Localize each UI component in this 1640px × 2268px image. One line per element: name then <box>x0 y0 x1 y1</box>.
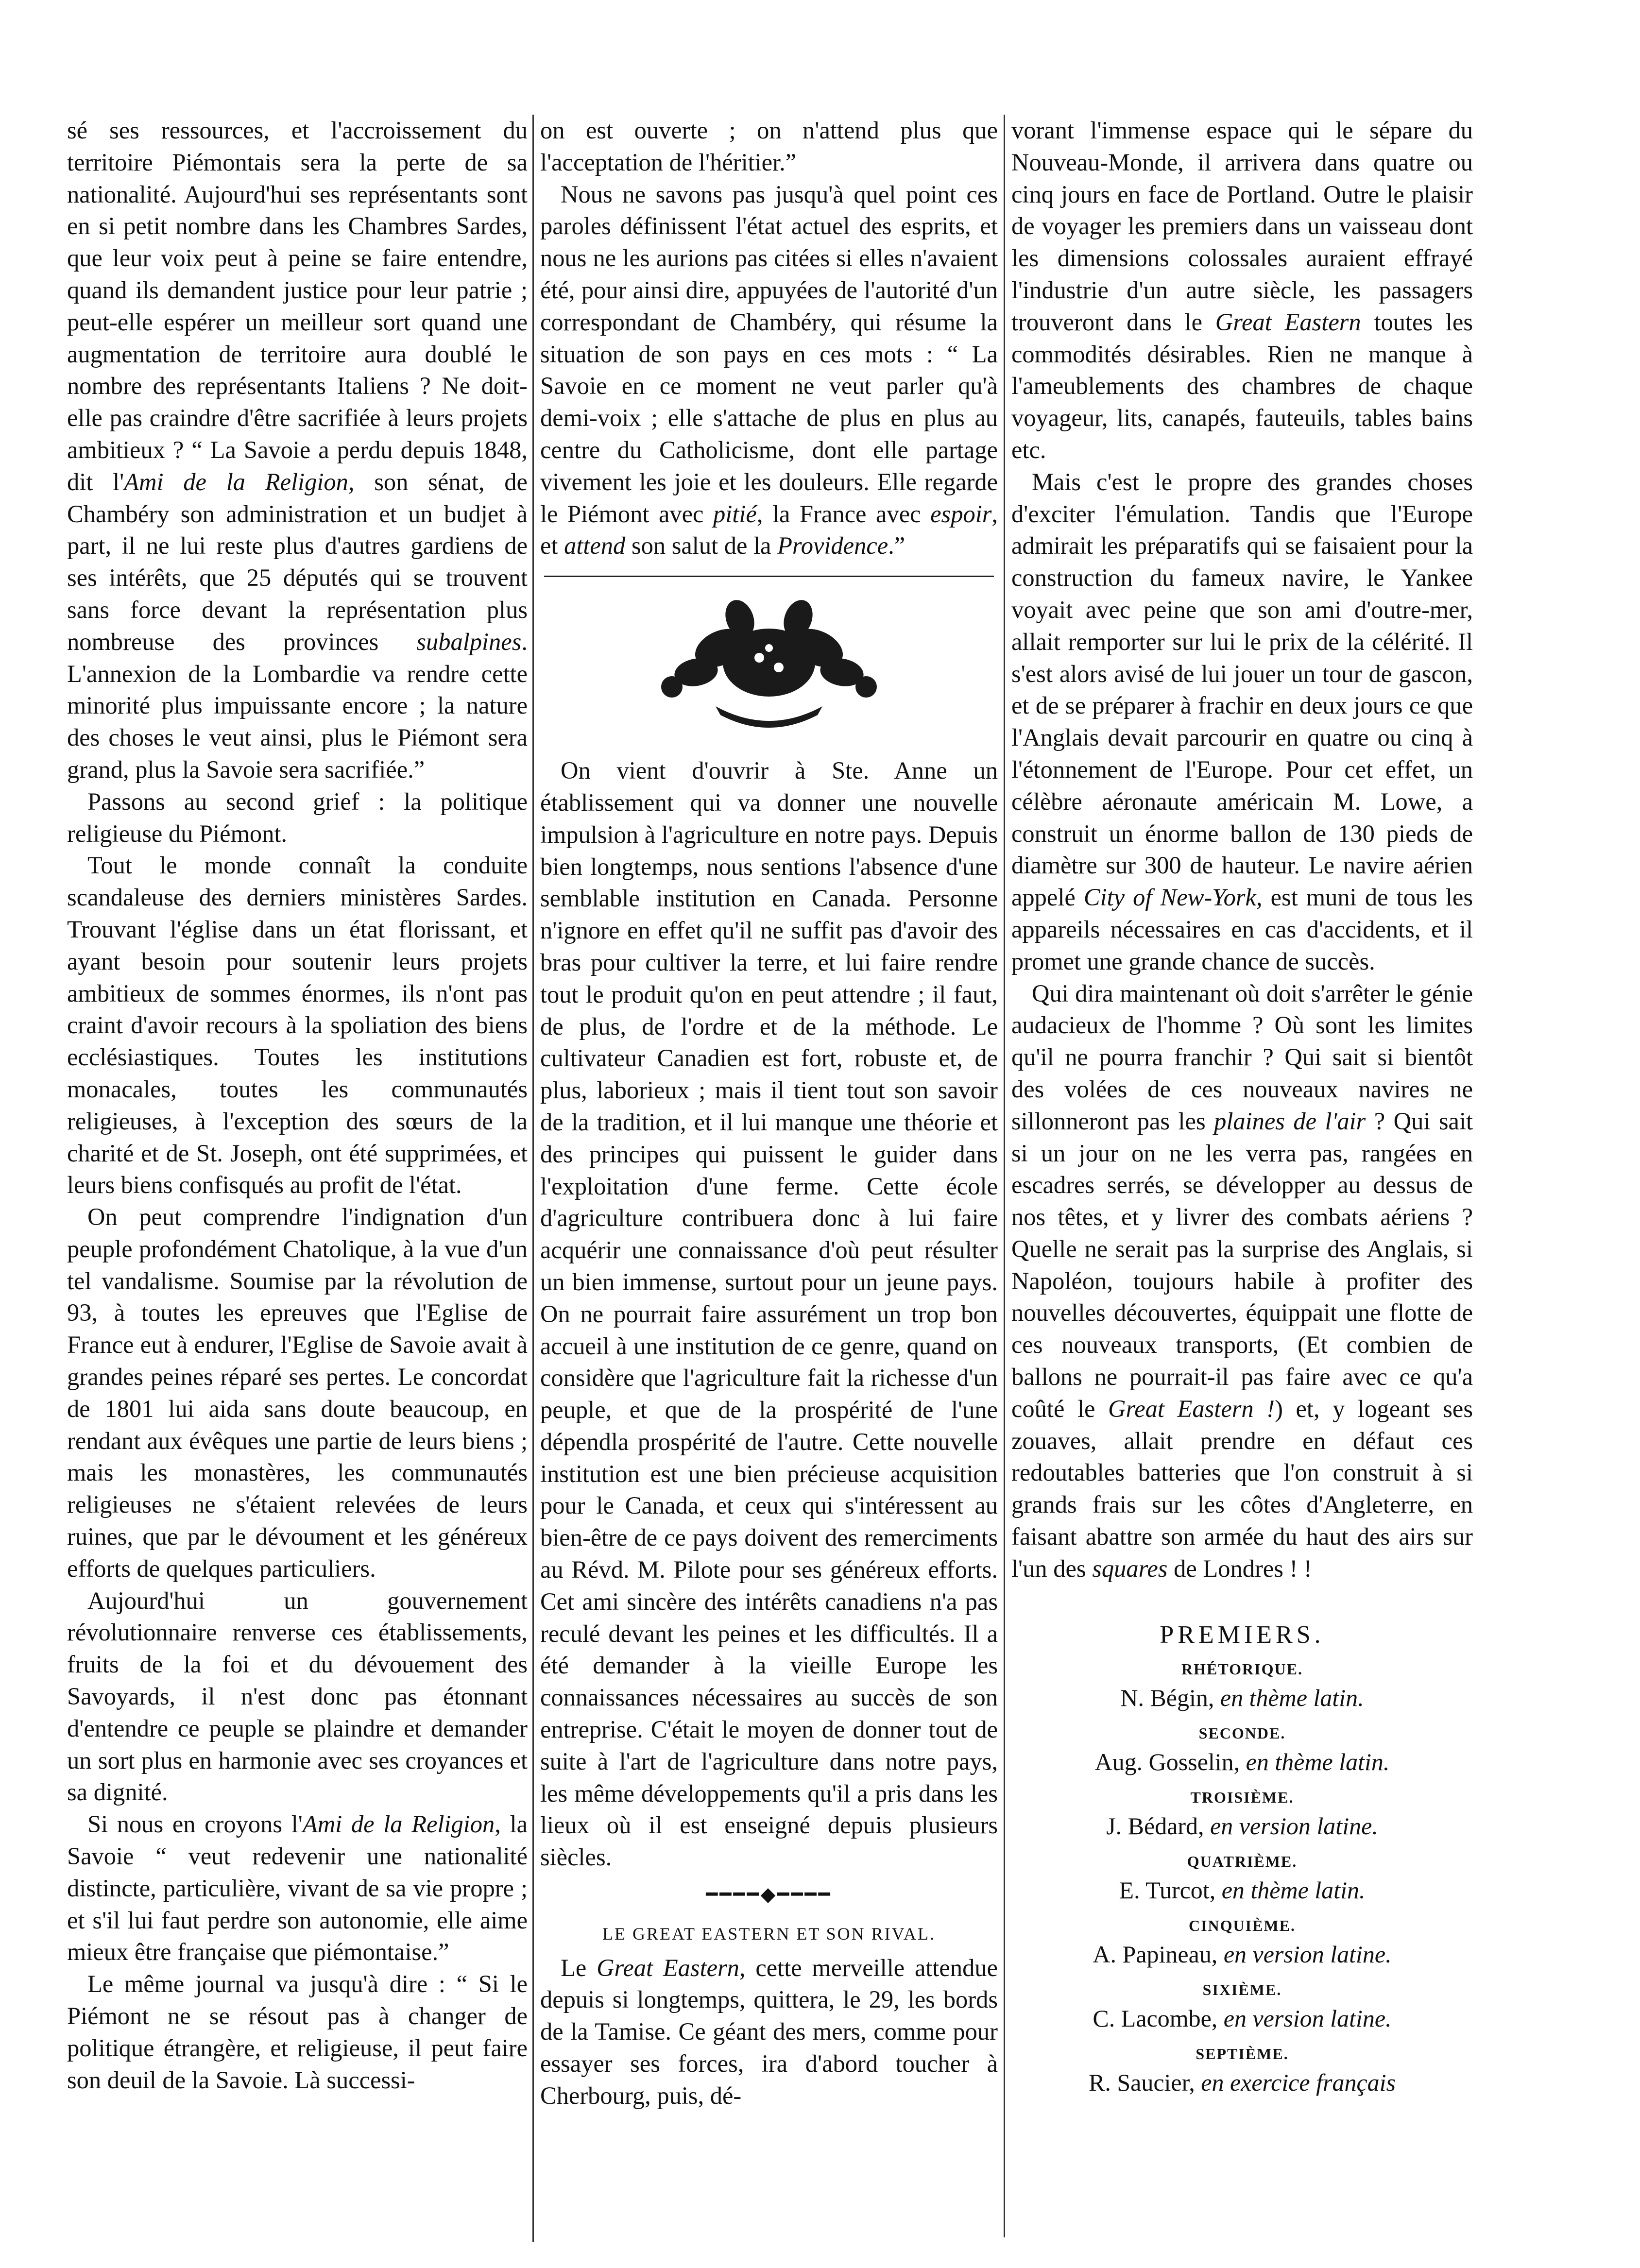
italic-run: pitié <box>713 500 757 528</box>
text-run: ) et, y logeant ses zouaves, allait prendre en défaut ces redoutables batteries que l'on construit à si grands frais sur les côtes d'Angleterre, en faisant abattre son armée du haut des airs sur l'un des <box>1011 1395 1473 1582</box>
text-run: , et <box>540 500 998 560</box>
subject: en thème latin. <box>1220 1684 1364 1712</box>
col2-paragraph-3: On vient d'ouvrir à Ste. Anne un établissement qui va donner une nouvelle impulsion à l'agriculture en notre pays. Depuis bien longtemps, nous sentions l'absence d'une semblable institution en Canada. Personne n'ignore en effet qu'il ne suffit pas d'avoir des bras pour cultiver la terre, et lui faire rendre tout le produit qu'on en peut attendre ; il faut, de plus, de l'ordre et de la méthode. Le cultivateur Canadien est fort, robuste et, de plus, laborieux ; mais il tient tout son savoir de la tradition, et il lui manque une théorie et des principes qui puissent le guider dans l'exploitation d'une ferme. Cette école d'agriculture contribuera donc à lui faire acquérir une connaissance d'où peut résulter un bien immense, surtout pour un jeune pays. On ne pourrait faire assurément un trop bon accueil à une institution de ce genre, quand on considère que l'agriculture fait la richesse d'un peuple, et que de la prospérité de l'une dépendla prospérité de l'autre. Cette nouvelle institution est une bien précieuse acquisition pour le Canada, et ceux qui s'intéressent au bien-être de ce pays doivent des remerciments au Révd. M. Pilote pour ses généreux efforts. Cet ami sincère des intérêts canadiens n'a pas reculé devant les peines et les difficultés. Il a été demander à la vieille Europe les connaissances nécessaires au succès de son entreprise. C'était le moyen de donner tout de suite à l'art de l'agriculture dans notre pays, les même développements qu'il a pris dans les lieux où il est enseigné depuis plusieurs siècles. <box>540 757 998 1871</box>
column-rule-left <box>532 115 534 2242</box>
student-line <box>1011 1745 1473 1779</box>
text-run: Mais c'est le propre des grandes choses d'exciter l'émulation. Tandis que l'Europe admirait les préparatifs qui se faisaient pour la construction du fameux navire, le Yankee voyait avec peine que son ami d'outre-mer, allait remporter sur lui le prix de la célérité. Il s'est alors avisé de lui jouer un tour de gascon, et de se préparer à frachir en deux jours ce que l'Anglais devait parcourir en quatre ou cinq à l'étonnement de l'Europe. Pour cet effet, un célèbre aéronaute américain M. Lowe, a construit un énorme ballon de 130 pieds de diamètre sur 300 de hauteur. Le navire aérien appelé <box>1011 468 1473 911</box>
subject: en version latine. <box>1210 1812 1378 1840</box>
col3-paragraph-2 <box>1011 466 1473 978</box>
premiers-entry <box>1011 1722 1473 1779</box>
italic-run: Ami de la Religion <box>124 468 348 495</box>
student-name: R. Saucier, <box>1088 2069 1201 2097</box>
text-run: . L'annexion de la Lombardie va rendre cette minorité plus impuissante encore ; la nature des choses le veut ainsi, plus le Piémont sera grand, plus la Savoie sera sacrifiée.” <box>67 628 528 783</box>
subject: en thème latin. <box>1246 1748 1390 1776</box>
student-line <box>1011 1873 1473 1907</box>
class-name: SIXIÈME. <box>1202 1981 1282 1999</box>
student-name: N. Bégin, <box>1120 1684 1220 1712</box>
class-name: TROISIÈME. <box>1190 1789 1294 1807</box>
student-name: Aug. Gosselin, <box>1094 1748 1246 1776</box>
column-rule-right <box>1004 115 1005 2237</box>
text-run: , est muni de tous les appareils nécessaires en cas d'accidents, et il promet une grande chance de succès. <box>1011 884 1473 975</box>
italic-run: attend <box>564 532 626 560</box>
col2-paragraph-2 <box>540 179 998 563</box>
class-name: CINQUIÈME. <box>1188 1917 1296 1935</box>
column-2 <box>540 115 998 2112</box>
text-run: Nous ne savons pas jusqu'à quel point ces paroles définissent l'état actuel des esprits, et nous ne les aurions pas citées si elles n'avaient été, pour ainsi dire, appuyées de l'autorité d'un correspondant de Chambéry, qui résume la situation de son pays en ces mots : “ La Savoie en ce moment ne veut parler qu'à demi-voix ; elle s'attache de plus en plus au centre du Catholicisme, dont elle partage vivement les joie et les douleurs. Elle regarde le Piémont avec <box>540 180 998 528</box>
col1-paragraph-3: Tout le monde connaît la conduite scandaleuse des derniers ministères Sardes. Trouvant l'église dans un état florissant, et ayant besoin pour soutenir leurs projets ambitieux de sommes énormes, ils n'ont pas craint d'avoir recours à la spoliation des biens ecclésiastiques. Toutes les institutions monacales, toutes les communautés religieuses, à l'exception des sœurs de la charité et de St. Joseph, ont été supprimées, et leurs biens confisqués au profit de l'état. <box>67 852 528 1199</box>
student-line <box>1011 1809 1473 1843</box>
premiers-entry <box>1011 1914 1473 1971</box>
col1-paragraph-6 <box>67 1808 528 1968</box>
class-name: SEPTIÈME. <box>1196 2045 1289 2063</box>
subject: en version latine. <box>1223 2005 1392 2032</box>
premiers-entry <box>1011 1978 1473 2035</box>
italic-run: subalpines <box>416 628 522 655</box>
text-run: Qui dira maintenant où doit s'arrêter le génie audacieux de l'homme ? Où sont les limites qu'il ne pourra franchir ? Qui sait si bientôt des volées de ces nouveaux navires ne sillonneront pas les <box>1011 979 1473 1135</box>
premiers-entry <box>1011 1850 1473 1907</box>
student-name: E. Turcot, <box>1119 1876 1222 1904</box>
italic-run: City of New-York <box>1083 884 1256 911</box>
italic-run: Great Eastern <box>597 1954 739 1981</box>
col1-paragraph-4: On peut comprendre l'indignation d'un peuple profondément Chatolique, à la vue d'un tel vandalisme. Soumise par la révolution de 93, à toutes les epreuves que l'Eglise de France eut à endurer, l'Eglise de Savoie avait à grandes peines réparé ses pertes. Le concordat de 1801 lui aida sans doute beaucoup, en rendant aux évêques une partie de leurs biens ; mais les monastères, les communautés religieuses ne s'étaient relevées de leurs ruines, que par le dévoument et les généreux efforts de quelques particuliers. <box>67 1203 528 1582</box>
col1-paragraph-1 <box>67 115 528 786</box>
class-name: RHÉTORIQUE. <box>1181 1660 1303 1678</box>
floral-ornament-icon <box>643 590 895 735</box>
text-run: Si nous en croyons l' <box>87 1810 303 1838</box>
col3-paragraph-3 <box>1011 978 1473 1585</box>
text-run: ? Qui sait si un jour on ne les verra pas, rangées en escadres serrés, se développer au dessus de nos têtes, et y livrer des combats aériens ? Quelle ne serait pas la surprise des Anglais, si Napoléon, toujours habile à profiter des nouvelles découvertes, équippait une flotte de ces nouveaux transports, (Et combien de ballons ne pourrait-il pas faire avec ce qu'a coûté le <box>1011 1107 1473 1422</box>
col2-paragraph-1: on est ouverte ; on n'attend plus que l'acceptation de l'héritier.” <box>540 117 998 176</box>
italic-run: squares <box>1092 1554 1168 1582</box>
italic-run: Great Eastern <box>1215 308 1361 336</box>
text-run: Le <box>561 1954 597 1981</box>
col3-paragraph-1 <box>1011 115 1473 466</box>
col1-paragraph-5: Aujourd'hui un gouvernement révolutionnaire renverse ces établissements, fruits de la foi et du dévouement des Savoyards, il n'est donc pas étonnant d'entendre ce peuple se plaindre et demander un sort plus en harmonie avec ses croyances et sa dignité. <box>67 1586 528 1806</box>
italic-run: Providence <box>777 532 888 560</box>
student-name: C. Lacombe, <box>1093 2005 1224 2032</box>
italic-run: Great Eastern ! <box>1108 1395 1275 1422</box>
student-line <box>1011 1937 1473 1971</box>
premiers-list <box>1011 1657 1473 2099</box>
column-1 <box>67 115 528 2096</box>
class-name: QUATRIÈME. <box>1187 1853 1298 1871</box>
italic-run: Ami de la Religion <box>302 1810 495 1838</box>
student-name: J. Bédard, <box>1106 1812 1211 1840</box>
divider-ornament: ━━━━◆━━━━ <box>706 1883 832 1906</box>
column-3 <box>1011 115 1473 2099</box>
text-run: toutes les commodités désirables. Rien ne manque à l'ameublements des chambres de chaque voyageur, lits, canapés, fauteuils, tables bains etc. <box>1011 308 1473 463</box>
subject: en version latine. <box>1223 1941 1392 1968</box>
text-run: , son sénat, de Chambéry son administration et un budjet à part, il ne lui reste plus d'autres gardiens de ses intérêts, que 25 députés qui se trouvent sans force devant la représentation plus nombreuse des provinces <box>67 468 528 655</box>
text-run: vorant l'immense espace qui le sépare du Nouveau-Monde, il arrivera dans quatre ou cinq jours en face de Portland. Outre le plaisir de voyager les premiers dans un vaisseau dont les dimensions colossales auraient effrayé l'industrie d'un autre siècle, les passagers trouveront dans le <box>1011 117 1473 336</box>
italic-run: plaines de l'air <box>1214 1107 1366 1135</box>
class-name: SECONDE. <box>1198 1724 1286 1742</box>
col1-paragraph-2: Passons au second grief : la politique religieuse du Piémont. <box>67 787 528 847</box>
premiers-entry <box>1011 1786 1473 1843</box>
text-run: sé ses ressources, et l'accroissement du territoire Piémontais sera la perte de sa nationalité. Aujourd'hui ses représentants sont en si petit nombre dans les Chambres Sardes, que leur voix peut à peine se faire entendre, quand ils demandent justice pour leur patrie ; peut-elle espérer un meilleur sort quand une augmentation de territoire aura doublé le nombre des représentants Italiens ? Ne doit-elle pas craindre d'être sacrifiée à leurs projets ambitieux ? “ La Savoie a perdu depuis 1848, dit l' <box>67 117 528 495</box>
col1-paragraph-7: Le même journal va jusqu'à dire : “ Si le Piémont ne se résout pas à changer de politique étrangère, et religieuse, il peut faire son deuil de la Savoie. Là successi- <box>67 1970 528 2094</box>
italic-run: espoir <box>930 500 992 528</box>
subject: en thème latin. <box>1221 1876 1366 1904</box>
col2-paragraph-4 <box>540 1952 998 2112</box>
section-heading: LE GREAT EASTERN ET SON RIVAL. <box>602 1924 936 1944</box>
student-line <box>1011 1681 1473 1715</box>
text-run: , cette merveille attendue depuis si longtemps, quittera, le 29, les bords de la Tamise. Ce géant des mers, comme pour essayer ses forces, ira d'abord toucher à Cherbourg, puis, dé- <box>540 1954 998 2109</box>
text-run: .” <box>888 532 905 560</box>
subject: en exercice français <box>1201 2069 1396 2097</box>
student-name: A. Papineau, <box>1093 1941 1224 1968</box>
premiers-heading: PREMIERS. <box>1160 1620 1325 1649</box>
premiers-entry <box>1011 1657 1473 1715</box>
text-run: , la France avec <box>756 500 931 528</box>
text-run: son salut de la <box>625 532 778 560</box>
student-line <box>1011 2065 1473 2099</box>
student-line <box>1011 2001 1473 2035</box>
horizontal-rule <box>544 576 994 577</box>
premiers-entry <box>1011 2042 1473 2099</box>
text-run: de Londres ! ! <box>1167 1554 1312 1582</box>
text-run: , la Savoie “ veut redevenir une nationalité distincte, particulière, vivant de sa vie propre ; et s'il lui faut perdre son autonomie, elle aime mieux être française que piémontaise.” <box>67 1810 528 1966</box>
